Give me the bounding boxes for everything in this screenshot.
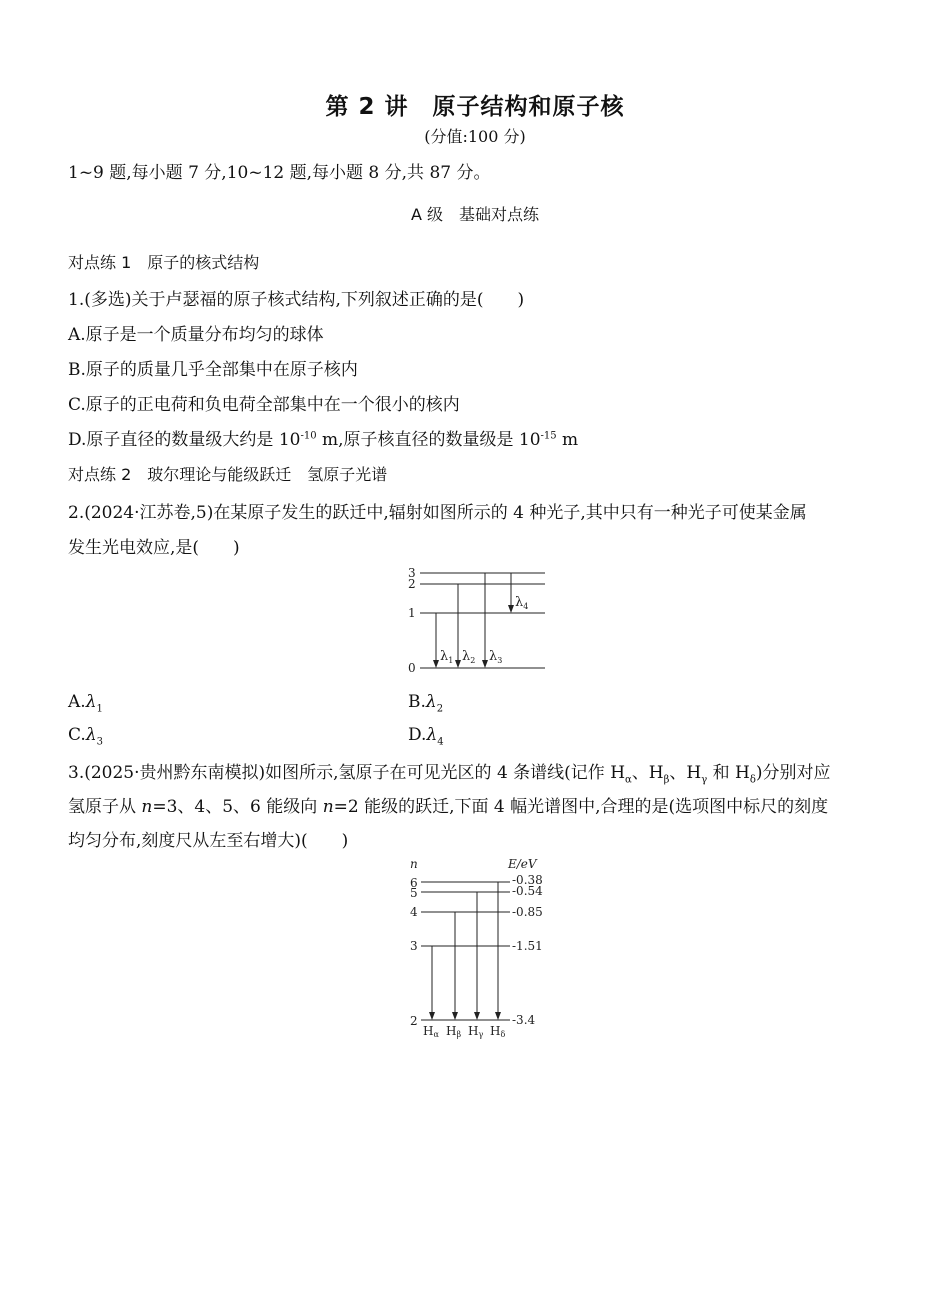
q2-d-lambda: λ [426, 725, 438, 745]
line-label-h-beta: Hβ [446, 1024, 462, 1039]
q2-option-a[interactable] [68, 692, 103, 714]
q2-option-d[interactable] [408, 725, 444, 747]
level-label-1: 1 [408, 606, 416, 620]
q3-text-2: )分别对应 [755, 763, 831, 783]
level-label-3: 3 [408, 566, 416, 580]
q3-level-label-6: 6 [410, 876, 418, 890]
q1-option-a[interactable]: A.原子是一个质量分布均匀的球体 [68, 325, 324, 345]
q3-hydrogen-level-diagram [404, 853, 564, 1041]
q2-a-lambda: λ [85, 692, 97, 712]
energy-value-6: -0.38 [512, 873, 543, 887]
q1-stem: 1.(多选)关于卢瑟福的原子核式结构,下列叙述正确的是( ) [68, 290, 525, 310]
q2-stem-line-2: 发生光电效应,是( ) [68, 538, 240, 558]
energy-value-5: -0.54 [512, 884, 543, 898]
q3-stem-line-2 [68, 792, 828, 817]
q3-sep-3: 和 H [707, 763, 750, 783]
instructions: 1~9 题,每小题 7 分,10~12 题,每小题 8 分,共 87 分。 [68, 163, 491, 183]
q2-a-sub: 1 [96, 703, 103, 715]
level-label-2: 2 [408, 577, 416, 591]
q3-sub-alpha: α [625, 774, 632, 786]
section-heading-2: 对点练 2 玻尔理论与能级跃迁 氢原子光谱 [68, 465, 388, 484]
photon-label-2: $\lambda_2$ [462, 649, 476, 665]
q1-d-text-2: m,原子核直径的数量级是 10 [316, 430, 541, 450]
section-heading-1: 对点练 1 原子的核式结构 [68, 253, 260, 272]
photon-label-1: $\lambda_1$ [440, 649, 454, 665]
q3-level-label-2: 2 [410, 1014, 418, 1028]
q2-b-lambda: λ [425, 692, 437, 712]
q3-stem-line-1 [68, 758, 831, 785]
q1-option-c[interactable]: C.原子的正电荷和负电荷全部集中在一个很小的核内 [68, 395, 460, 415]
q3-stem-line-3: 均匀分布,刻度尺从左至右增大)( ) [68, 831, 349, 851]
line-label-h-delta: Hδ [490, 1024, 506, 1039]
q3-sep-2: 、H [669, 763, 702, 783]
q2-c-sub: 3 [96, 736, 103, 748]
q3-n-1: n [141, 797, 153, 817]
q2-energy-level-diagram [400, 562, 560, 678]
q1-d-exp-1: -10 [300, 430, 317, 442]
photon-label-4: $\lambda_4$ [515, 595, 529, 611]
q3-text-4: =3、4、5、6 能级向 [152, 797, 323, 817]
q1-d-text-1: D.原子直径的数量级大约是 10 [68, 430, 301, 450]
q1-d-text-3: m [556, 430, 579, 450]
energy-axis-label: E/eV [508, 857, 537, 871]
q2-a-letter: A. [68, 692, 86, 712]
q2-stem-line-1: 2.(2024·江苏卷,5)在某原子发生的跃迁中,辐射如图所示的 4 种光子,其中只有一种光子可使某金属 [68, 503, 807, 523]
q3-text-5: =2 能级的跃迁,下面 4 幅光谱图中,合理的是(选项图中标尺的刻度 [333, 797, 829, 817]
q2-b-sub: 2 [436, 703, 444, 715]
q2-d-sub: 4 [437, 736, 444, 748]
q3-sub-beta: β [663, 774, 670, 786]
q3-level-label-4: 4 [410, 905, 418, 919]
level-heading: A 级 基础对点练 [410, 205, 540, 224]
line-label-h-gamma: Hγ [468, 1024, 484, 1039]
q3-text-1: 3.(2025·贵州黔东南模拟)如图所示,氢原子在可见光区的 4 条谱线(记作 H [68, 763, 626, 783]
q3-level-label-3: 3 [410, 939, 418, 953]
q2-option-b[interactable] [408, 692, 443, 714]
energy-value-2: -3.4 [512, 1013, 536, 1027]
q3-sub-gamma: γ [701, 774, 708, 786]
photon-label-3: $\lambda_3$ [489, 649, 503, 665]
page-title: 第 2 讲 原子结构和原子核 [325, 94, 625, 120]
q1-option-d[interactable] [68, 425, 578, 450]
energy-value-3: -1.51 [512, 939, 543, 953]
q2-option-c[interactable] [68, 725, 103, 747]
line-label-h-alpha: Hα [423, 1024, 439, 1039]
q3-n-2: n [322, 797, 334, 817]
q2-b-letter: B. [408, 692, 426, 712]
q2-d-letter: D. [408, 725, 427, 745]
energy-value-4: -0.85 [512, 905, 543, 919]
q3-text-3: 氢原子从 [68, 797, 142, 817]
q2-c-lambda: λ [85, 725, 97, 745]
score-note: (分值:100 分) [424, 127, 526, 146]
q1-d-exp-2: -15 [540, 430, 557, 442]
q1-option-b[interactable]: B.原子的质量几乎全部集中在原子核内 [68, 360, 358, 380]
q3-sub-delta: δ [749, 774, 756, 786]
q2-c-letter: C. [68, 725, 86, 745]
level-label-0: 0 [408, 661, 416, 675]
q3-sep-1: 、H [631, 763, 664, 783]
q3-level-label-5: 5 [410, 886, 418, 900]
n-axis-label: n [410, 857, 418, 871]
